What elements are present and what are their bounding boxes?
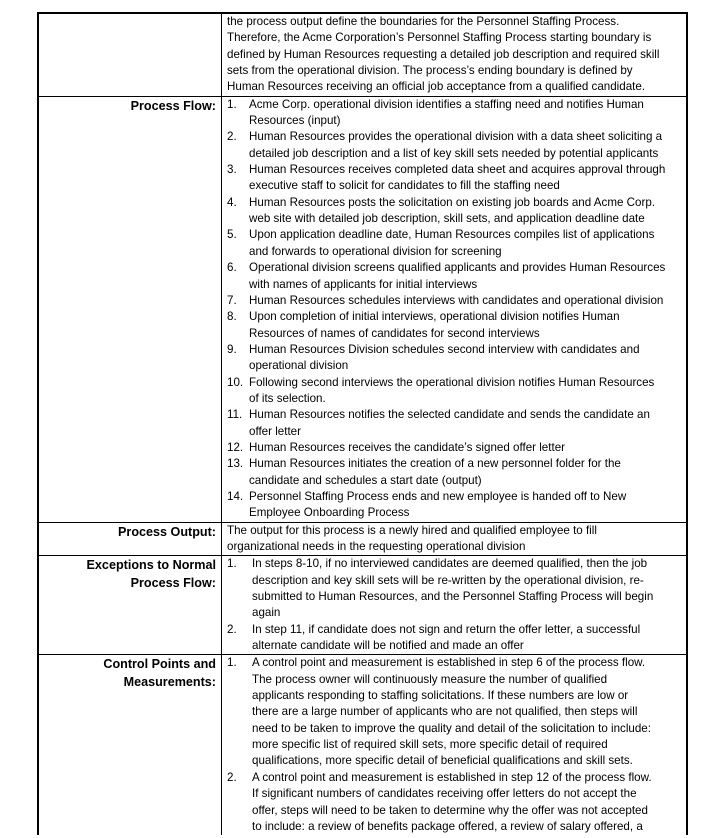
process-step-line: Human Resources Division schedules second interview with candidates and: [249, 342, 640, 356]
exception-item: [227, 622, 680, 655]
exception-item: [227, 556, 680, 621]
process-step-line: executive staff to solicit for candidates to fill the staffing need: [249, 179, 560, 193]
exception-item-line: description and key skill sets will be re-written by the operational division, re-: [252, 573, 644, 587]
control-points-label: Control Points and Measurements:: [38, 655, 222, 835]
process-step-number: 8.: [227, 310, 237, 324]
process-step-number: 2.: [227, 130, 237, 144]
intro-line: the process output define the boundaries for the Personnel Staffing Process.: [227, 15, 620, 28]
exception-item-line: In steps 8-10, if no interviewed candidates are deemed qualified, then the job: [252, 557, 648, 571]
control-point-item-number: 2.: [227, 770, 237, 784]
exceptions-row: [38, 556, 687, 655]
process-step: [227, 440, 680, 456]
process-step: [227, 375, 680, 408]
process-step-number: 13.: [227, 457, 244, 471]
process-output-label: Process Output:: [38, 522, 222, 556]
process-step-line: web site with detailed job description, skill sets, and application deadline date: [249, 212, 645, 226]
intro-line: sets from the operational division. The process’s ending boundary is defined by: [227, 64, 633, 78]
process-step-line: and forwards to operational division for screening: [249, 244, 502, 258]
process-step-line: offer letter: [249, 424, 301, 438]
control-point-item-line: If significant numbers of candidates receiving offer letters do not accept the: [252, 787, 637, 801]
process-step: [227, 309, 680, 342]
control-point-item-line: need to be taken to improve the quality and detail of the solicitation to include:: [252, 721, 651, 735]
exception-item-number: 2.: [227, 622, 237, 636]
process-step: [227, 162, 680, 195]
process-step-line: detailed job description and a list of key skill sets needed by potential applicants: [249, 146, 659, 160]
process-step-number: 3.: [227, 163, 237, 177]
process-step-line: Upon application deadline date, Human Resources compiles list of applications: [249, 228, 655, 242]
process-flow-steps: [227, 97, 680, 522]
exception-item-line: In step 11, if candidate does not sign and return the offer letter, a successful: [252, 622, 641, 636]
control-points-cell: [222, 655, 688, 835]
control-point-item-line: more specific list of required skill sets, more specific detail of required: [252, 738, 608, 752]
process-step: [227, 227, 680, 260]
process-step-line: candidate and schedules a start date (output): [249, 473, 482, 487]
process-step-number: 6.: [227, 261, 237, 275]
process-step: [227, 407, 680, 440]
process-step: [227, 293, 680, 309]
process-flow-row: [38, 96, 687, 522]
process-step-line: Human Resources receives completed data sheet and acquires approval through: [249, 163, 666, 177]
process-step-line: Human Resources receives the candidate’s signed offer letter: [249, 440, 565, 454]
process-step-number: 11.: [227, 408, 243, 422]
process-step-line: of its selection.: [249, 391, 326, 405]
process-step-line: operational division: [249, 359, 349, 373]
control-point-item-line: there are a large number of applicants who are not qualified, then steps will: [252, 705, 638, 719]
exception-item-line: alternate candidate will be notified and made an offer: [252, 639, 524, 653]
control-point-item-line: to include: a review of benefits package offered, a review of salary offered, a: [252, 819, 643, 833]
process-output-row: [38, 522, 687, 556]
control-point-item-line: offer, steps will need to be taken to determine why the offer was not accepted: [252, 803, 648, 817]
process-step: [227, 456, 680, 489]
process-step-line: Employee Onboarding Process: [249, 506, 410, 520]
process-step-number: 5.: [227, 228, 237, 242]
process-step-number: 14.: [227, 489, 244, 503]
exceptions-label: Exceptions to Normal Process Flow:: [38, 556, 222, 655]
control-point-item-line: A control point and measurement is established in step 6 of the process flow.: [252, 656, 646, 670]
process-step-number: 12.: [227, 440, 244, 454]
intro-label-cell: [38, 13, 222, 96]
control-point-item: [227, 770, 680, 835]
process-step-number: 4.: [227, 195, 237, 209]
control-point-item-line: A control point and measurement is established in step 12 of the process flow.: [252, 770, 652, 784]
output-line: organizational needs in the requesting operational division: [227, 540, 526, 553]
process-step-line: Resources (input): [249, 114, 341, 128]
process-step-line: Operational division screens qualified applicants and provides Human Resources: [249, 261, 666, 275]
process-step-line: Human Resources schedules interviews with candidates and operational division: [249, 293, 664, 307]
process-step: [227, 260, 680, 293]
process-step-line: Human Resources initiates the creation of a new personnel folder for the: [249, 457, 621, 471]
intro-line: Human Resources receiving an official job acceptance from a qualified candidate.: [227, 80, 646, 94]
process-output-cell: [222, 522, 688, 556]
exception-item-line: submitted to Human Resources, and the Personnel Staffing Process will begin: [252, 590, 654, 604]
control-point-item-line: qualifications, more specific detail of beneficial qualifications and skill sets.: [252, 754, 633, 768]
exception-item-number: 1.: [227, 557, 237, 571]
intro-row: [38, 13, 687, 96]
control-point-item: [227, 655, 680, 769]
exceptions-cell: [222, 556, 688, 655]
control-points-row: [38, 655, 687, 835]
exceptions-list: [227, 556, 680, 654]
process-step-number: 10.: [227, 375, 244, 389]
process-step: [227, 489, 680, 522]
process-flow-cell: [222, 96, 688, 522]
process-document-table: [37, 12, 688, 835]
control-point-item-number: 1.: [227, 656, 237, 670]
process-step-line: Human Resources notifies the selected candidate and sends the candidate an: [249, 408, 650, 422]
control-point-item-line: The process owner will continuously measure the number of qualified: [252, 672, 608, 686]
output-line: The output for this process is a newly hired and qualified employee to fill: [227, 523, 597, 537]
process-step: [227, 97, 680, 130]
control-point-item-line: applicants responding to staffing solicitations. If these numbers are low or: [252, 689, 629, 703]
process-step-line: Upon completion of initial interviews, operational division notifies Human: [249, 310, 620, 324]
process-step-line: Acme Corp. operational division identifies a staffing need and notifies Human: [249, 97, 644, 111]
process-flow-label: Process Flow:: [38, 96, 222, 522]
process-step: [227, 129, 680, 162]
process-step-line: Resources of names of candidates for second interviews: [249, 326, 540, 340]
process-step-line: Human Resources posts the solicitation on existing job boards and Acme Corp.: [249, 195, 655, 209]
process-step-number: 1.: [227, 97, 237, 111]
intro-text-cell: [222, 13, 688, 96]
process-step-line: Personnel Staffing Process ends and new employee is handed off to New: [249, 489, 627, 503]
process-step: [227, 342, 680, 375]
process-step-line: Following second interviews the operational division notifies Human Resources: [249, 375, 655, 389]
process-step-number: 9.: [227, 342, 237, 356]
process-step-line: Human Resources provides the operational division with a data sheet soliciting a: [249, 130, 663, 144]
process-step-line: with names of applicants for initial interviews: [249, 277, 478, 291]
intro-line: Therefore, the Acme Corporation’s Personnel Staffing Process starting boundary is: [227, 31, 652, 45]
control-points-list: [227, 655, 680, 835]
process-step: [227, 195, 680, 228]
process-step-number: 7.: [227, 293, 237, 307]
intro-line: defined by Human Resources requesting a detailed job description and required skill: [227, 47, 660, 61]
exception-item-line: again: [252, 606, 281, 620]
